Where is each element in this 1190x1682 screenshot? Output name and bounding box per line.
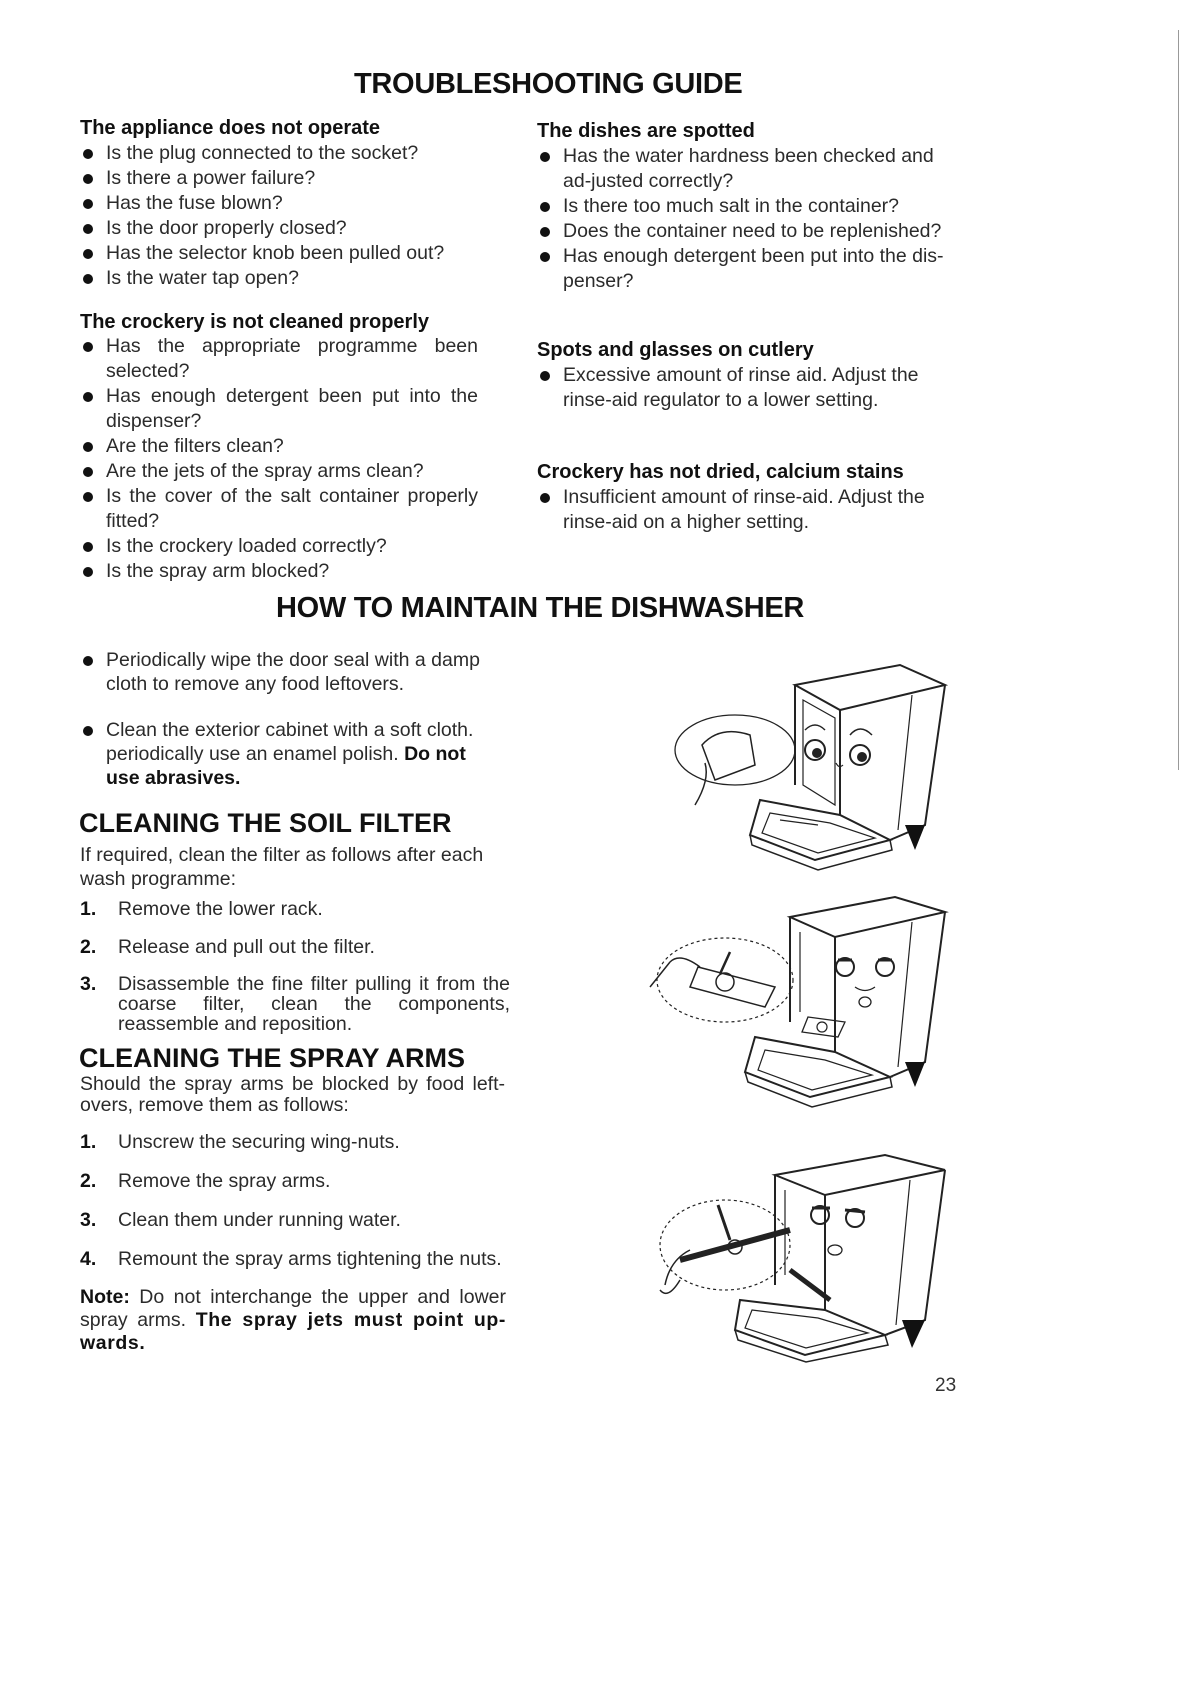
soil-filter-intro: If required, clean the filter as follows after each wash programme: — [80, 844, 484, 890]
step-number: 1. — [80, 1131, 97, 1153]
list-item: Is there too much salt in the container? — [537, 194, 962, 219]
list-item: Does the container need to be replenished? — [537, 219, 962, 244]
list-item: Periodically wipe the door seal with a damp cloth to remove any food leftovers. — [80, 648, 500, 696]
list-item: Has the water hardness been checked and ad-justed correctly? — [537, 144, 962, 194]
list-item: Excessive amount of rinse aid. Adjust the rinse-aid regulator to a lower setting. — [537, 363, 947, 413]
heading-not-operate: The appliance does not operate — [80, 117, 381, 139]
heading-not-dried: Crockery has not dried, calcium stains — [537, 461, 904, 483]
heading-cutlery: Spots and glasses on cutlery — [537, 339, 814, 361]
list-item: Is there a power failure? — [80, 166, 480, 191]
spray-arms-intro: Should the spray arms be blocked by food left-overs, remove them as follows: — [80, 1073, 505, 1116]
list-maintain — [80, 648, 500, 790]
step-item — [80, 1209, 510, 1231]
list-item: Has enough detergent been put into the dispenser? — [80, 384, 478, 434]
note-label: Note: — [80, 1286, 130, 1308]
step-text: Remount the spray arms tightening the nuts. — [118, 1248, 502, 1270]
list-item: Is the plug connected to the socket? — [80, 141, 480, 166]
section-not-operate — [80, 117, 480, 291]
heading-not-cleaned: The crockery is not cleaned properly — [80, 311, 430, 333]
list-item: Is the water tap open? — [80, 266, 480, 291]
heading-spotted: The dishes are spotted — [537, 120, 755, 142]
list-item: Are the jets of the spray arms clean? — [80, 459, 478, 484]
dishwasher-wipe-seal-illustration — [640, 655, 970, 885]
list-cutlery — [537, 363, 947, 413]
list-spotted — [537, 144, 962, 294]
section-cutlery — [537, 339, 947, 413]
list-item: Insufficient amount of rinse-aid. Adjust the rinse-aid on a higher setting. — [537, 485, 957, 535]
spray-arms-steps — [80, 1131, 510, 1270]
list-item: Is the door properly closed? — [80, 216, 480, 241]
page-title: TROUBLESHOOTING GUIDE — [354, 68, 743, 100]
step-number: 4. — [80, 1248, 97, 1270]
list-item: Are the filters clean? — [80, 434, 478, 459]
list-item: Has the selector knob been pulled out? — [80, 241, 480, 266]
step-number: 2. — [80, 936, 97, 958]
step-item — [80, 898, 510, 920]
list-item: Is the crockery loaded correctly? — [80, 534, 478, 559]
note-warning: The spray jets must point up-wards. — [80, 1309, 507, 1354]
step-number: 2. — [80, 1170, 97, 1192]
list-item: Has the fuse blown? — [80, 191, 480, 216]
maintain-item-text: Clean the exterior cabinet with a soft cloth. periodically use an enamel polish. — [106, 719, 474, 765]
step-text: Release and pull out the filter. — [118, 936, 375, 958]
step-number: 3. — [80, 1209, 97, 1231]
list-item: Is the cover of the salt container properly fitted? — [80, 484, 478, 534]
list-item: Has the appropriate programme been selected? — [80, 334, 478, 384]
note-text: Do not interchange the upper and lower spray arms. — [80, 1286, 506, 1331]
soil-filter-title: CLEANING THE SOIL FILTER — [79, 808, 452, 838]
maintain-title: HOW TO MAINTAIN THE DISHWASHER — [276, 592, 805, 624]
step-text: Remove the spray arms. — [118, 1170, 331, 1192]
list-not-cleaned — [80, 334, 478, 584]
list-not-operate — [80, 141, 480, 291]
page-number: 23 — [935, 1375, 957, 1396]
step-text: Clean them under running water. — [118, 1209, 401, 1231]
maintain-item-warning: Do not use abrasives. — [106, 743, 466, 789]
page-edge-line — [1178, 30, 1179, 770]
step-number: 1. — [80, 898, 97, 920]
spray-arms-title: CLEANING THE SPRAY ARMS — [79, 1043, 466, 1073]
step-item — [80, 1170, 510, 1192]
section-not-cleaned — [80, 311, 478, 584]
note-paragraph — [80, 1286, 506, 1355]
step-text: Remove the lower rack. — [118, 898, 323, 920]
section-not-dried — [537, 461, 957, 535]
step-item — [80, 1131, 510, 1153]
section-maintain — [80, 648, 500, 790]
list-not-dried — [537, 485, 957, 535]
step-item — [80, 974, 510, 1034]
step-text: Unscrew the securing wing-nuts. — [118, 1131, 400, 1153]
soil-filter-steps — [80, 898, 510, 1034]
dishwasher-spray-arm-illustration — [640, 1150, 970, 1365]
step-item — [80, 1248, 510, 1270]
dishwasher-filter-illustration — [640, 892, 970, 1112]
list-item — [80, 718, 500, 790]
section-spotted — [537, 120, 962, 294]
list-item: Is the spray arm blocked? — [80, 559, 478, 584]
step-number: 3. — [80, 973, 97, 995]
step-item — [80, 936, 510, 958]
list-item: Has enough detergent been put into the dis-penser? — [537, 244, 962, 294]
step-text: Disassemble the fine filter pulling it from the coarse filter, clean the components, reassemble and reposition. — [118, 973, 510, 1035]
